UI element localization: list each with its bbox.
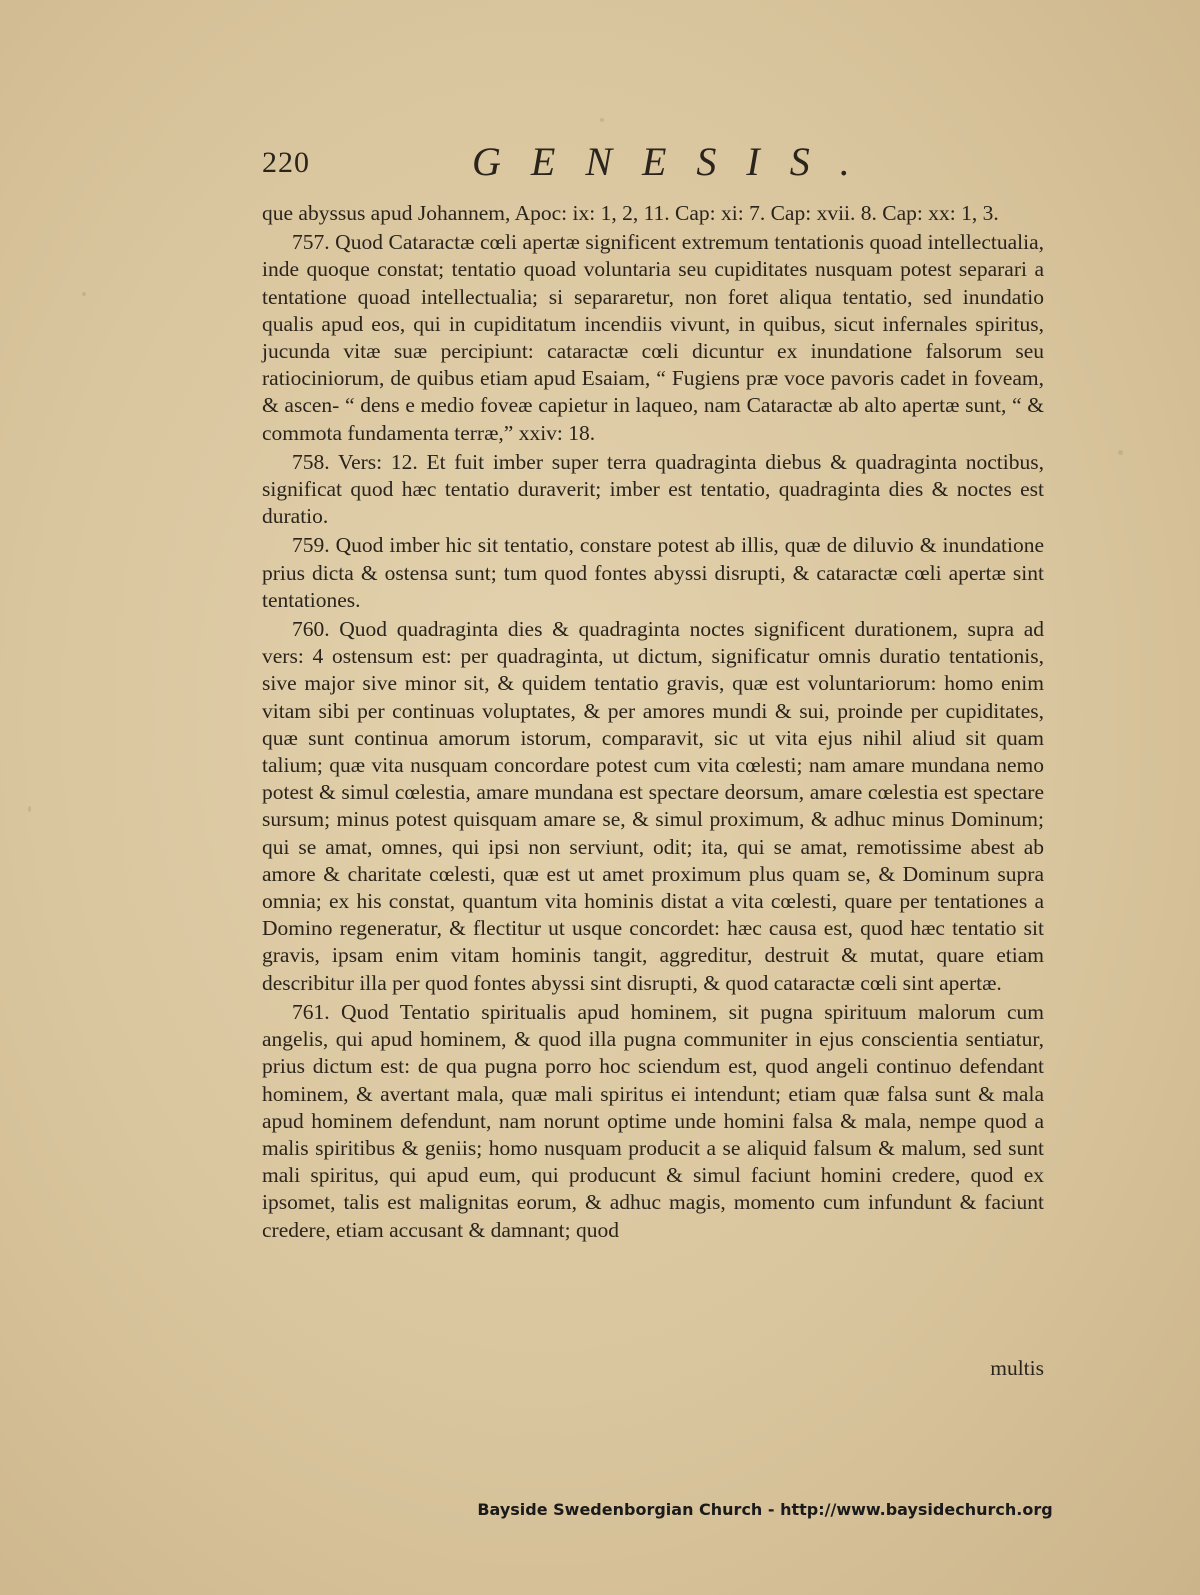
- book-title: GENESIS.: [472, 139, 880, 184]
- paragraph-758: 758. Vers: 12. Et fuit imber super terra quadraginta diebus & quadraginta noctibus, significat quod hæc tentatio duraverit; imber est tentatio, quadraginta dies & noctes est duratio.: [262, 449, 1044, 529]
- paper-spot: [82, 292, 86, 296]
- paragraph-760: 760. Quod quadraginta dies & quadraginta noctes significent durationem, supra ad vers: 4 ostensum est: per quadraginta, ut dictum, significatur omnis duratio tentationis, sive major sive minor sit, & quidem tentatio gravis, quæ est voluntariorum: homo enim vitam sibi per continuas voluptates, & per amores mundi & sui, proinde per cupiditates, quæ sunt continua amorum istorum, comparavit, sic ut vita ejus nihil aliud sit quam talium; quæ vita nusquam concordare potest cum vita cœlesti; nam amare mundana nemo potest & simul cœlestia, amare mundana est spectare deorsum, amare cœlestia est spectare sursum; minus potest quisquam amare se, & simul proximum, & adhuc minus Dominum; qui se amat, omnes, qui ipsi non serviunt, odit; ita, qui se amat, remotissime abest ab amore & charitate cœlesti, quæ est ut amet proximum plus quam se, & Dominum supra omnia; ex his constat, quantum vita hominis distat a vita cœlesti, quare per tentationes a Domino regeneratur, & flectitur ut usque concordet: hæc causa est, quod hæc tentatio sit gravis, ipsam enim vitam hominis tangit, aggreditur, destruit & mutat, quare etiam describitur illa per quod fontes abyssi sint disrupti, & quod cataractæ cœli sint apertæ.: [262, 617, 1044, 995]
- paper-spot: [28, 806, 31, 812]
- paragraph-intro: que abyssus apud Johannem, Apoc: ix: 1, 2, 11. Cap: xi: 7. Cap: xvii. 8. Cap: xx: 1, 3.: [262, 201, 999, 225]
- paragraph-757: 757. Quod Cataractæ cœli apertæ significent extremum tentationis quoad intellectualia, inde quoque constat; tentatio quoad voluntaria seu cupiditates nusquam potest separari a tentatione quoad intellectualia; si separaretur, non foret aliqua tentatio, sed inundatio qualis apud eos, qui in cupiditatum incendiis vivunt, in quibus, sicut infernales spiritus, jucunda vitæ suæ percipiunt: cataractæ cœli dicuntur ex inundatione falsorum seu ratiociniorum, de quibus etiam apud Esaiam, “ Fugiens præ voce pavoris cadet in foveam, & ascen- “ dens e medio foveæ capietur in laqueo, nam Cataractæ ab alto apertæ sunt, “ & commota fundamenta terræ,” xxiv: 18.: [262, 230, 1044, 445]
- page-number: 220: [262, 146, 310, 179]
- paper-spot: [1118, 450, 1123, 455]
- catchword: multis: [990, 1356, 1044, 1380]
- running-head: [262, 138, 1044, 188]
- paper-spot: [600, 118, 604, 122]
- body-text: [262, 200, 1044, 1244]
- paragraph-761: 761. Quod Tentatio spiritualis apud hominem, sit pugna spirituum malorum cum angelis, qui apud hominem, & quod illa pugna communiter in ejus conscientia sentiatur, prius dictum est: de qua pugna porro hoc sciendum est, quod angeli continuo defendant hominem, & avertant mala, quæ mali spiritus ei intendunt; etiam quæ falsa sunt & mala apud hominem defendunt, nam norunt optime unde homini falsa & mala, nempe quod a malis spiritibus & geniis; homo nusquam producit a se aliquid falsum & malum, sed sunt mali spiritus, qui apud eum, qui producunt & simul faciunt homini credere, quod ex ipsomet, talis est malignitas eorum, & adhuc magis, momento cum infundunt & faciunt credere, etiam accusant & damnant; quod: [262, 999, 1044, 1242]
- paragraph-759: 759. Quod imber hic sit tentatio, constare potest ab illis, quæ de diluvio & inundatione prius dicta & ostensa sunt; tum quod fontes abyssi disrupti, & cataractæ cœli apertæ sint tentationes.: [262, 533, 1044, 612]
- footer-credit: Bayside Swedenborgian Church - http://www.baysidechurch.org: [477, 1500, 1053, 1519]
